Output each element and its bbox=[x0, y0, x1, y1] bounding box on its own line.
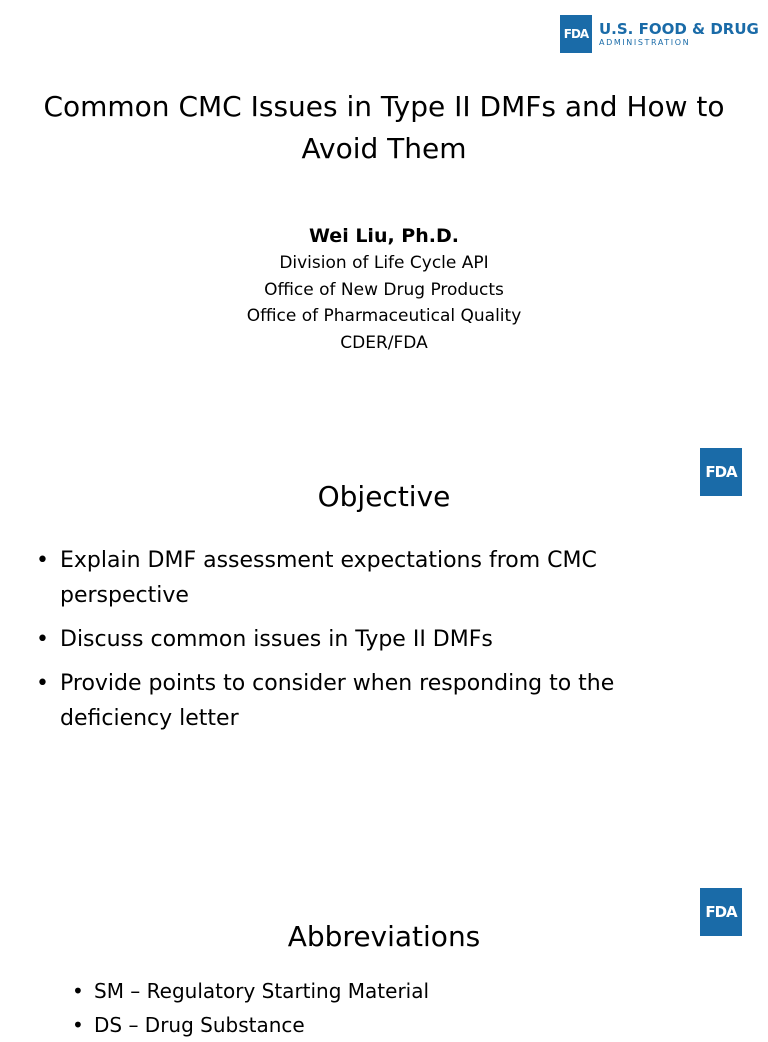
bullet-dot-icon: • bbox=[36, 627, 49, 652]
objective-bullet-list bbox=[36, 543, 686, 745]
author-block bbox=[140, 222, 628, 356]
abbreviation-bullet-list bbox=[72, 974, 692, 1042]
affiliation-office: Office of New Drug Products bbox=[264, 279, 504, 300]
bullet-item bbox=[36, 666, 686, 736]
abbreviations-slide bbox=[0, 880, 768, 1037]
bullet-dot-icon: • bbox=[72, 979, 84, 1003]
fda-wordmark bbox=[599, 21, 759, 48]
bullet-dot-icon: • bbox=[36, 548, 49, 573]
fda-logo-icon: FDA bbox=[700, 448, 742, 496]
affiliation-center: CDER/FDA bbox=[340, 332, 428, 353]
title-slide bbox=[0, 0, 768, 420]
author-name: Wei Liu, Ph.D. bbox=[309, 225, 459, 247]
affiliation-division: Division of Life Cycle API bbox=[279, 253, 489, 273]
fda-wordmark-line1: U.S. FOOD & DRUG bbox=[599, 19, 759, 38]
bullet-text: Provide points to consider when responding to the deficiency letter bbox=[60, 671, 615, 731]
fda-header-logo bbox=[560, 15, 759, 53]
slide-title: Abbreviations bbox=[287, 920, 481, 953]
objective-slide bbox=[0, 440, 768, 860]
bullet-dot-icon: • bbox=[72, 1013, 84, 1037]
slide-title: Objective bbox=[317, 480, 451, 513]
bullet-text: SM – Regulatory Starting Material bbox=[94, 979, 430, 1003]
fda-logo-icon: FDA bbox=[700, 888, 742, 936]
bullet-text: Discuss common issues in Type II DMFs bbox=[60, 627, 493, 652]
fda-wordmark-line2: ADMINISTRATION bbox=[599, 37, 691, 47]
bullet-item bbox=[36, 543, 686, 613]
bullet-dot-icon: • bbox=[36, 671, 49, 696]
bullet-item bbox=[72, 1008, 692, 1042]
fda-logo-icon: FDA bbox=[560, 15, 592, 53]
bullet-text: Explain DMF assessment expectations from CMC perspective bbox=[60, 548, 597, 608]
presentation-title: Common CMC Issues in Type II DMFs and How to Avoid Them bbox=[43, 90, 725, 165]
bullet-item bbox=[72, 974, 692, 1008]
bullet-text: DS – Drug Substance bbox=[94, 1013, 305, 1037]
bullet-item bbox=[36, 622, 686, 657]
affiliation-quality-office: Office of Pharmaceutical Quality bbox=[246, 306, 522, 326]
